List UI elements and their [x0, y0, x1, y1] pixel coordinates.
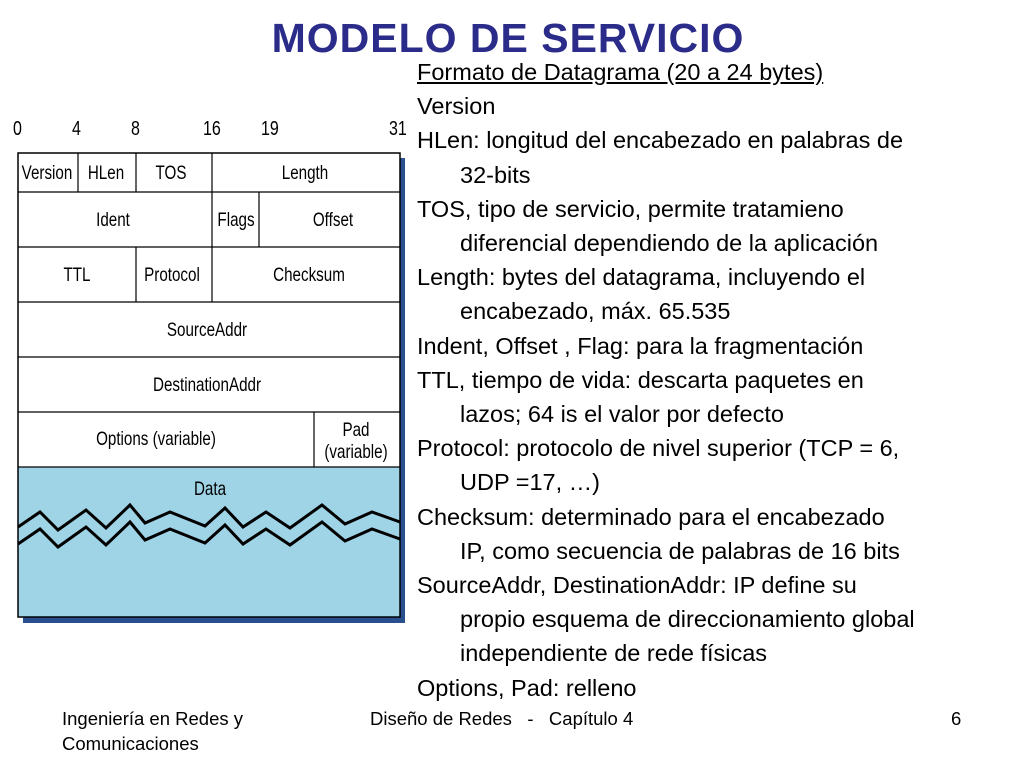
bit-label-4: 4	[72, 118, 81, 140]
panel-line: Checksum: determinado para el encabezado	[417, 503, 885, 530]
footer-chapter: Diseño de Redes - Capítulo 4	[370, 708, 634, 729]
panel-line: HLen: longitud del encabezado en palabras de	[417, 127, 904, 154]
panel-line: TOS, tipo de servicio, permite tratamieno	[417, 195, 844, 222]
bit-label-19: 19	[261, 118, 279, 140]
panel-line: Version	[417, 93, 496, 120]
panel-line: Indent, Offset , Flag: para la fragmentación	[417, 332, 864, 359]
panel-line: lazos; 64 is el valor por defecto	[460, 401, 784, 428]
panel-line: 32-bits	[460, 161, 531, 188]
panel-line: Options, Pad: relleno	[417, 674, 637, 701]
cell-hlen: HLen	[87, 161, 125, 184]
panel-line: propio esquema de direccionamiento global	[460, 606, 915, 633]
panel-line: Length: bytes del datagrama, incluyendo el	[417, 264, 866, 291]
bit-label-31: 31	[389, 118, 407, 140]
cell-version: Version	[21, 161, 73, 184]
cell-protocol: Protocol	[144, 263, 200, 286]
bit-label-16: 16	[203, 118, 221, 140]
cell-flags: Flags	[217, 208, 255, 231]
footer-course-line2: Comunicaciones	[62, 733, 199, 754]
bit-label-8: 8	[131, 118, 140, 140]
panel-lines	[417, 89, 1017, 705]
panel-line: UDP =17, …)	[460, 469, 600, 496]
cell-data: Data	[193, 477, 227, 500]
panel-line: encabezado, máx. 65.535	[460, 298, 731, 325]
cell-ident: Ident	[96, 208, 130, 231]
cell-tos: TOS	[155, 161, 187, 184]
cell-ttl: TTL	[63, 263, 91, 286]
panel-line: Protocol: protocolo de nivel superior (TCP = 6,	[417, 435, 900, 462]
panel-line: independiente de rede físicas	[460, 640, 768, 667]
panel-heading: Formato de Datagrama (20 a 24 bytes)	[417, 59, 824, 85]
panel-line: IP, como secuencia de palabras de 16 bits	[460, 537, 900, 564]
cell-destinationaddr: DestinationAddr	[152, 373, 262, 396]
page-number: 6	[951, 708, 962, 729]
slide-title: MODELO DE SERVICIO	[271, 15, 745, 61]
panel-line: SourceAddr, DestinationAddr: IP define su	[417, 572, 857, 599]
panel-line: TTL, tiempo de vida: descarta paquetes en	[417, 366, 864, 393]
cell-options: Options (variable)	[96, 427, 216, 450]
footer-course-line1: Ingeniería en Redes y	[62, 708, 244, 729]
cell-length: Length	[281, 161, 329, 184]
cell-pad-line2: (variable)	[324, 440, 388, 463]
bit-label-0: 0	[13, 118, 22, 140]
description-panel	[417, 55, 1017, 705]
cell-checksum: Checksum	[273, 263, 345, 286]
footer-course	[62, 706, 243, 756]
cell-offset: Offset	[312, 208, 354, 231]
cell-pad-line1: Pad	[342, 418, 370, 441]
panel-line: diferencial dependiendo de la aplicación	[460, 230, 879, 257]
cell-sourceaddr: SourceAddr	[166, 318, 248, 341]
